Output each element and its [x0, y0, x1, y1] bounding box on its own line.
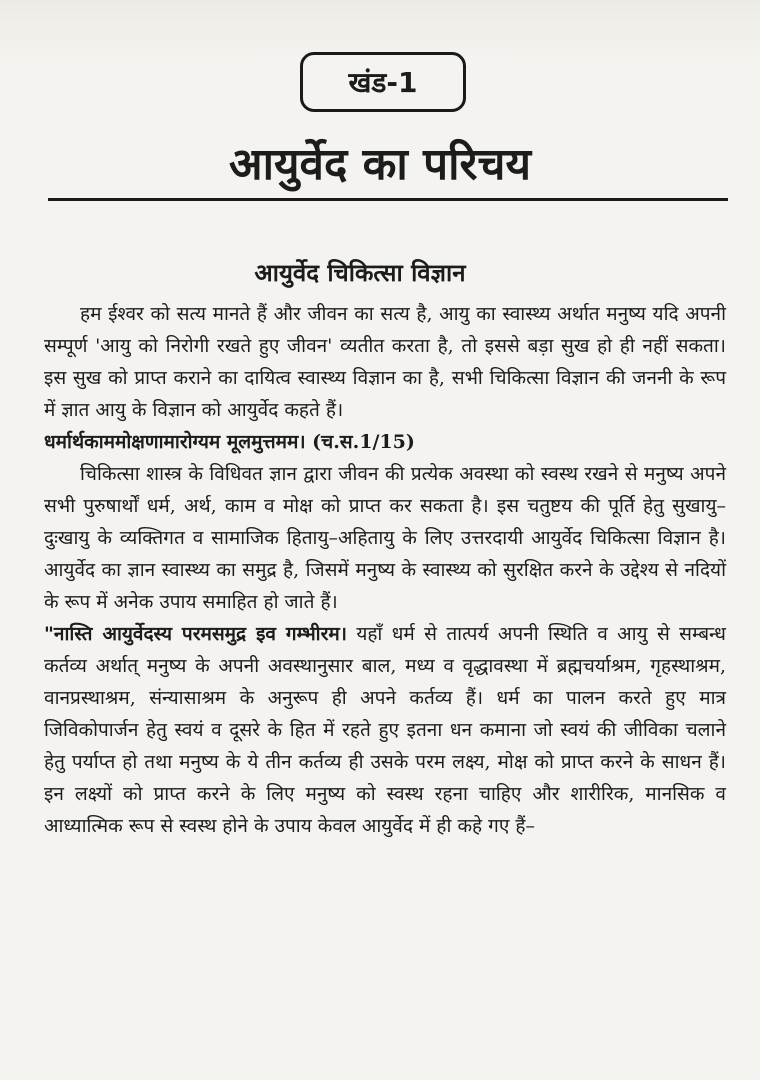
section-heading: आयुर्वेद चिकित्सा विज्ञान: [254, 259, 466, 287]
paragraph-3-wrapper: [44, 618, 726, 842]
title-underline: [48, 198, 728, 201]
paragraph-1: हम ईश्वर को सत्य मानते हैं और जीवन का सत्य है, आयु का स्वास्थ्य अर्थात मनुष्य यदि अपनी सम्पूर्ण 'आयु को निरोगी रखते हुए जीवन' व्यतीत करता है, तो इससे बड़ा सुख हो ही नहीं सकता। इस सुख को प्राप्त कराने का दायित्व स्वास्थ्य विज्ञान का है, सभी चिकित्सा विज्ञान की जननी के रूप में ज्ञात आयु के विज्ञान को आयुर्वेद कहते हैं।: [44, 303, 726, 421]
paragraph-3: यहाँ धर्म से तात्पर्य अपनी स्थिति व आयु से सम्बन्ध कर्तव्य अर्थात् मनुष्य के अपनी अवस्थानुसार बाल, मध्य व वृद्धावस्था में ब्रह्मचर्याश्रम, गृहस्थाश्रम, वानप्रस्थाश्रम, संन्यासाश्रम के अनुरूप ही अपने कर्तव्य हैं। धर्म का पालन करते हुए मात्र जिविकोपार्जन हेतु स्वयं व दूसरे के हित में रहते हुए इतना धन कमाना जो स्वयं की जीविका चलाने हेतु पर्याप्त हो तथा मनुष्य के ये तीन कर्तव्य ही उसके परम लक्ष्य, मोक्ष को प्राप्त करने के साधन हैं। इन लक्ष्यों को प्राप्त करने के लिए मनुष्य को स्वस्थ रहना चाहिए और शारीरिक, मानसिक व आध्यात्मिक रूप से स्वस्थ होने के उपाय केवल आयुर्वेद में ही कहे गए हैं–: [44, 623, 726, 837]
paragraph-2: चिकित्सा शास्त्र के विधिवत ज्ञान द्वारा जीवन की प्रत्येक अवस्था को स्वस्थ रखने से मनुष्य अपने सभी पुरुषार्थों धर्म, अर्थ, काम व मोक्ष को प्राप्त कर सकता है। इस चतुष्टय की पूर्ति हेतु सुखायु–दुःखायु के व्यक्तिगत व सामाजिक हितायु–अहितायु के लिए उत्तरदायी आयुर्वेद चिकित्सा विज्ञान है। आयुर्वेद का ज्ञान स्वास्थ्य का समुद्र है, जिसमें मनुष्य के स्वास्थ्य को सुरक्षित करने के उद्देश्य से नदियों के रूप में अनेक उपाय समाहित हो जाते हैं।: [44, 463, 726, 613]
section-label: खंड-1: [348, 66, 418, 99]
body-text: [44, 298, 726, 842]
bleed-through-area: [0, 0, 760, 60]
chapter-title: आयुर्वेद का परिचय: [229, 139, 531, 190]
verse-quote-1: धर्मार्थकाममोक्षणामारोग्यम मूलमुत्तमम। (च.स.1/15): [44, 431, 415, 453]
verse-quote-2: "नास्ति आयुर्वेदस्य परमसमुद्र इव गम्भीरम।: [44, 623, 347, 645]
section-label-box: [300, 52, 466, 112]
